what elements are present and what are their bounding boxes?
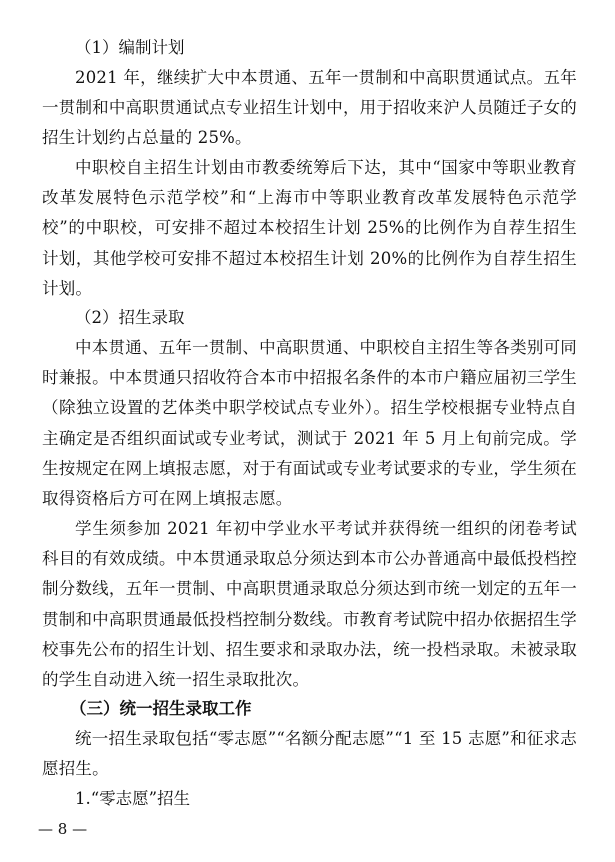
section-3-heading: （三）统一招生录取工作 — [70, 699, 252, 718]
paragraph-admission-scores: 学生须参加 2021 年初中学业水平考试并获得统一组织的闭卷考试科目的有效成绩。中本贯通录取总分须达到本市公办普通高中最低投档控制分数线，五年一贯制、中高职贯通录取总分须达到市统一划定的五年一贯制和中高职贯通最低投档控制分数线。市教育考试院中招办依据招生学校事先公布的招生计划、招生要求和录取办法，统一投档录取。未被录取的学生自动进入统一招生录取批次。 — [42, 519, 577, 690]
section-2-heading: （2）招生录取 — [75, 308, 185, 327]
item-1-heading: 1.“零志愿”招生 — [75, 789, 191, 808]
paragraph-self-enrollment-plan: 中职校自主招生计划由市教委统筹后下达，其中“国家中等职业教育改革发展特色示范学校”和“上海市中等职业教育改革发展特色示范学校”的中职校，可安排不超过本校招生计划 25%的比例作为自荐生招生计划，其他学校可安排不超过本校招生计划 20%的比例作为自荐生招生计划。 — [42, 158, 577, 298]
section-1-heading: （1）编制计划 — [75, 38, 185, 57]
paragraph-application-rules: 中本贯通、五年一贯制、中高职贯通、中职校自主招生等各类别可同时兼报。中本贯通只招收符合本市中招报名条件的本市户籍应届初三学生（除独立设置的艺体类中职学校试点专业外）。招生学校根据专业特点自主确定是否组织面试或专业考试，测试于 2021 年 5 月上旬前完成。学生按规定在网上填报志愿，对于有面试或专业考试要求的专业，学生须在取得资格后方可在网上填报志愿。 — [42, 338, 577, 509]
page-number: — 8 — — [38, 820, 88, 838]
paragraph-unified-admission: 统一招生录取包括“零志愿”“名额分配志愿”“1 至 15 志愿”和征求志愿招生。 — [42, 729, 577, 779]
paragraph-expansion-plan: 2021 年，继续扩大中本贯通、五年一贯制和中高职贯通试点。五年一贯制和中高职贯通试点专业招生计划中，用于招收来沪人员随迁子女的招生计划约占总量的 25%。 — [42, 68, 577, 148]
